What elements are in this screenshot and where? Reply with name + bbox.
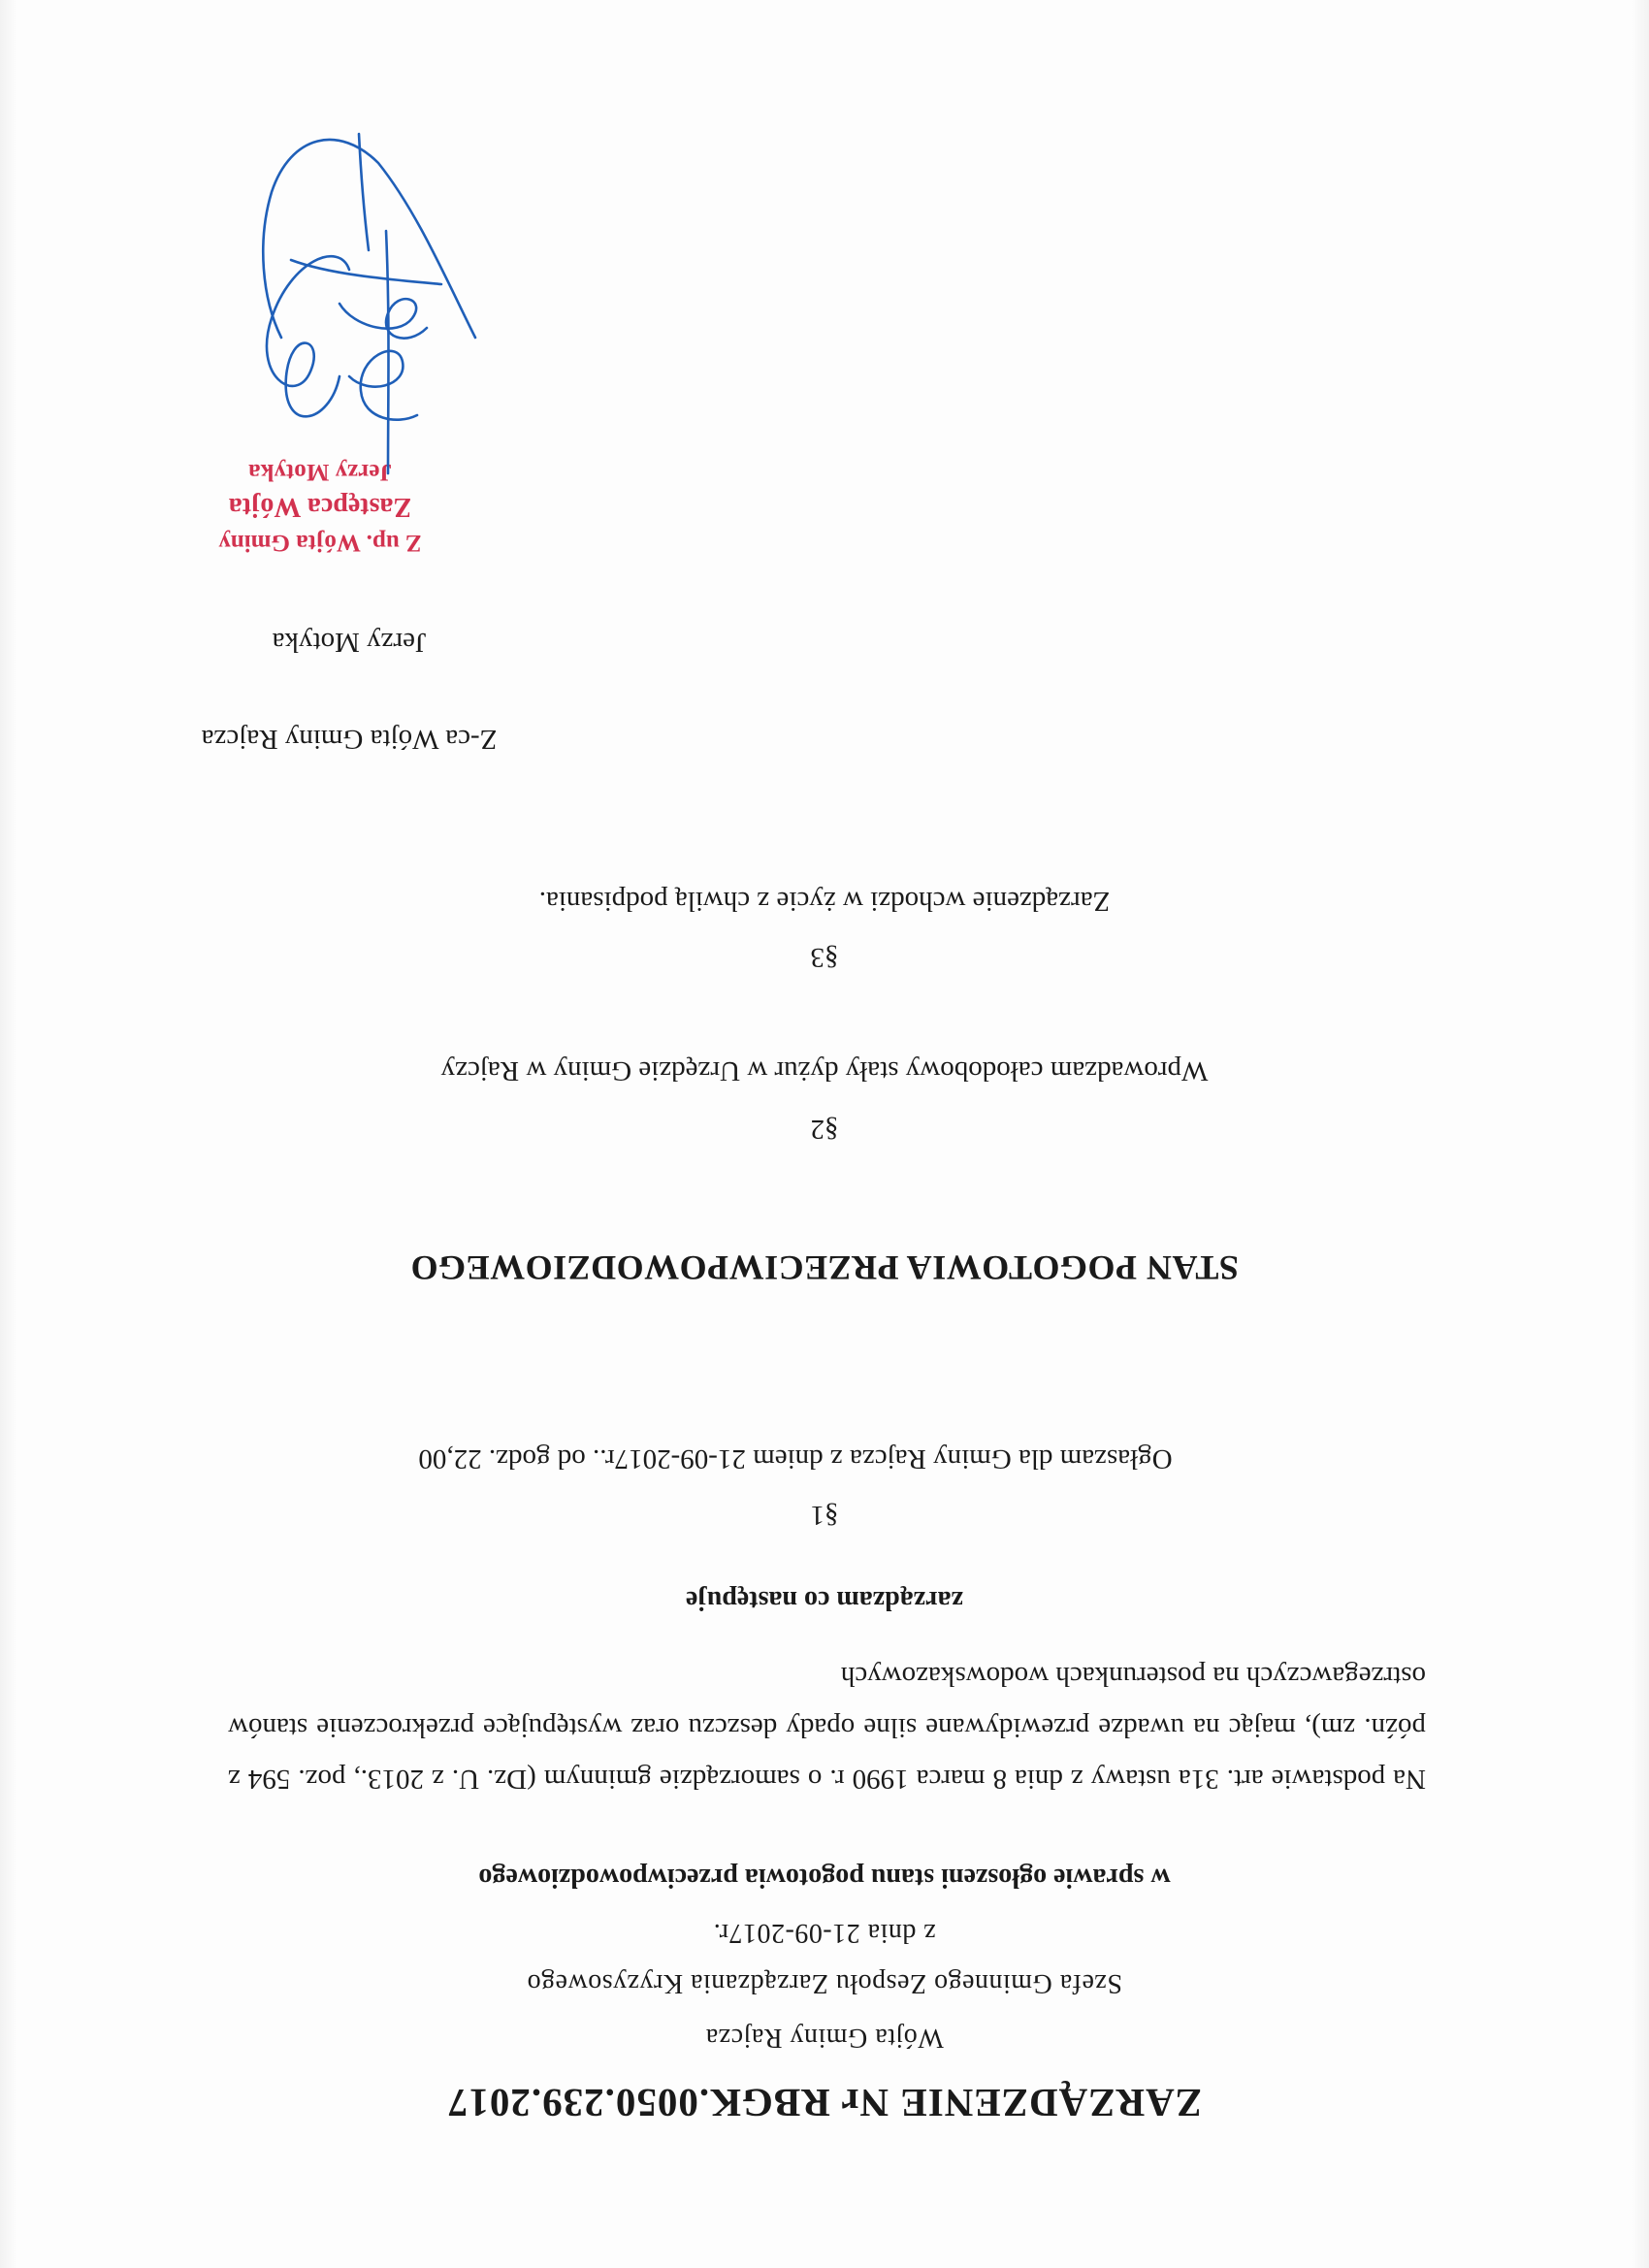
stamp-line-1: Z up. Wójta Gminy xyxy=(218,530,422,556)
preamble-paragraph: Na podstawie art. 31a ustawy z dnia 8 marca 1990 r. o samorządzie gminnym (Dz. U. z 2013., poz. 594 z późn. zm), mając na uwadze przewidywane silne opady deszczu oraz występujące przekroczenie stanów ostrzegawczych na posterunkach wodowskazowych xyxy=(228,1661,1426,1795)
section-3-mark: §3 xyxy=(810,942,839,973)
document-title: ZARZĄDZENIE Nr RBGK.0050.239.2017 xyxy=(446,2081,1203,2125)
signatory-name: Jerzy Motyka xyxy=(272,627,427,658)
document-date: z dnia 21-09-2017r. xyxy=(713,1918,936,1948)
stamp-line-2: Zastępca Wójta xyxy=(228,492,412,522)
signatory-title: Z-ca Wójta Gminy Rajcza xyxy=(201,724,498,755)
section-1-mark: §1 xyxy=(810,1500,839,1531)
handwritten-signature xyxy=(223,114,534,483)
section-1-heading: STAN POGOTOWIA PRZECIWPOWODZIOWEGO xyxy=(410,1248,1239,1287)
section-2-text: Wprowadzam całodobowy stały dyżur w Urzędzie Gminy w Rajczy xyxy=(440,1055,1209,1086)
issuer-line-1: Wójta Gminy Rajcza xyxy=(705,2023,944,2053)
stamp-line-3: Jerzy Motyka xyxy=(248,459,392,485)
section-2-mark: §2 xyxy=(810,1114,839,1145)
decree-phrase: zarządzam co następuje xyxy=(685,1585,964,1615)
section-3-text: Zarządzenie wchodzi w życie z chwilą podpisania. xyxy=(538,886,1111,917)
section-1-text: Ogłaszam dla Gminy Rajcza z dniem 21-09-2017r.. od godz. 22,00 xyxy=(418,1443,1173,1474)
issuer-line-2: Szefa Gminnego Zespołu Zarządzania Kryzysowego xyxy=(527,1968,1122,1998)
document-subject: w sprawie ogłoszeni stanu pogotowia przeciwpowodziowego xyxy=(478,1863,1171,1893)
